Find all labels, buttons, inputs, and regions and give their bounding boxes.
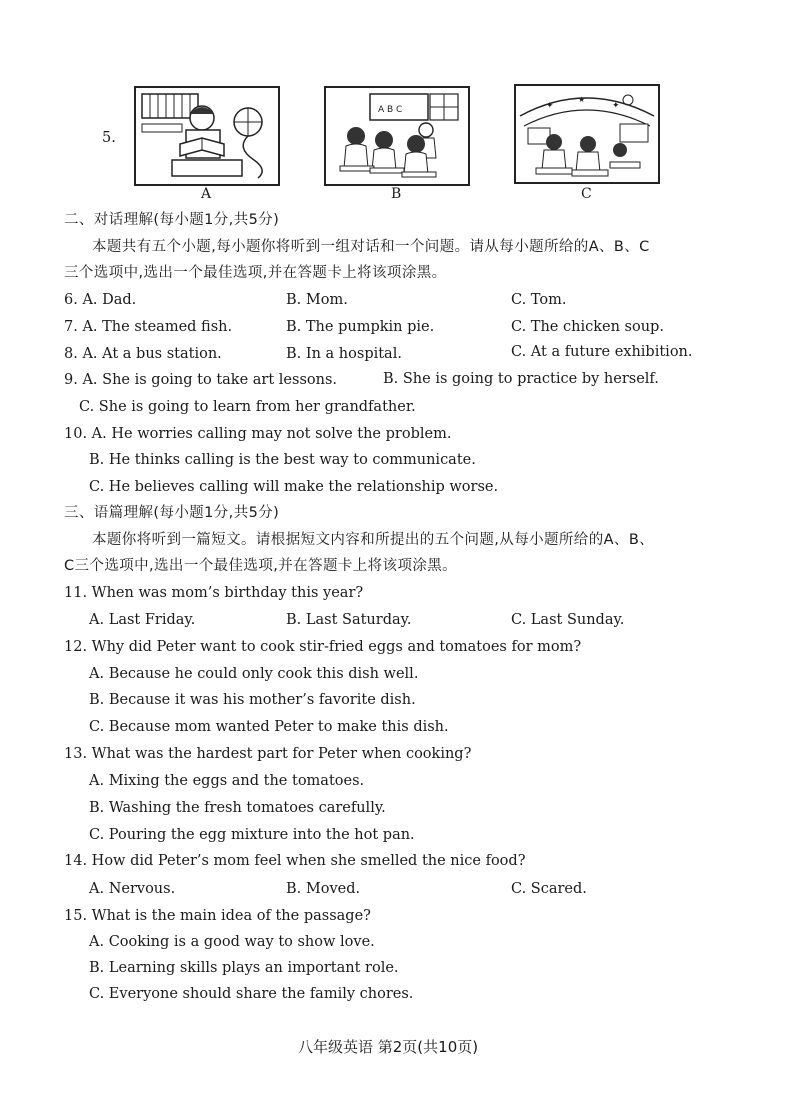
q6-option-c: C. Tom. xyxy=(511,292,567,308)
q15-question: 15. What is the main idea of the passage? xyxy=(64,908,371,924)
svg-text:★: ★ xyxy=(578,95,586,104)
q11-option-a: A. Last Friday. xyxy=(89,612,196,628)
q7-option-a: 7. A. The steamed fish. xyxy=(64,319,233,335)
picture-c-label: C xyxy=(581,186,592,202)
q9-option-a: 9. A. She is going to take art lessons. xyxy=(64,372,338,388)
q14-option-b: B. Moved. xyxy=(286,881,361,897)
q9-option-c: C. She is going to learn from her grandfather. xyxy=(79,399,416,415)
q12-question: 12. Why did Peter want to cook stir-fried eggs and tomatoes for mom? xyxy=(64,639,582,655)
section2-instruction-2: 三个选项中,选出一个最佳选项,并在答题卡上将该项涂黑。 xyxy=(64,265,447,281)
q14-option-c: C. Scared. xyxy=(511,881,587,897)
section3-heading: 三、语篇理解(每小题1分,共5分) xyxy=(64,505,280,521)
q10-option-a: 10. A. He worries calling may not solve the problem. xyxy=(64,426,452,442)
q8-option-c: C. At a future exhibition. xyxy=(511,344,693,360)
picture-c-future-classroom xyxy=(514,84,660,184)
q10-option-b: B. He thinks calling is the best way to communicate. xyxy=(89,452,476,468)
board-text: A B C xyxy=(378,105,403,115)
section3-instruction-1: 本题你将听到一篇短文。请根据短文内容和所提出的五个问题,从每小题所给的A、B、 xyxy=(92,532,655,548)
picture-b-label: B xyxy=(391,186,402,202)
q6-option-b: B. Mom. xyxy=(286,292,348,308)
picture-b-classroom xyxy=(324,86,470,186)
q10-option-c: C. He believes calling will make the relationship worse. xyxy=(89,479,499,495)
svg-text:✦: ✦ xyxy=(612,101,620,111)
q11-question: 11. When was mom’s birthday this year? xyxy=(64,585,364,601)
section3-instruction-2: C三个选项中,选出一个最佳选项,并在答题卡上将该项涂黑。 xyxy=(64,558,458,574)
svg-text:✦: ✦ xyxy=(546,101,554,111)
q12-option-b: B. Because it was his mother’s favorite dish. xyxy=(89,692,416,708)
q7-option-b: B. The pumpkin pie. xyxy=(286,319,435,335)
q15-option-a: A. Cooking is a good way to show love. xyxy=(89,934,375,950)
q6-option-a: 6. A. Dad. xyxy=(64,292,137,308)
q11-option-c: C. Last Sunday. xyxy=(511,612,625,628)
section2-heading: 二、对话理解(每小题1分,共5分) xyxy=(64,212,280,228)
q12-option-a: A. Because he could only cook this dish well. xyxy=(89,666,419,682)
q13-option-c: C. Pouring the egg mixture into the hot pan. xyxy=(89,827,415,843)
q13-option-a: A. Mixing the eggs and the tomatoes. xyxy=(89,773,365,789)
q15-option-c: C. Everyone should share the family chores. xyxy=(89,986,414,1002)
q14-option-a: A. Nervous. xyxy=(89,881,176,897)
q14-question: 14. How did Peter’s mom feel when she smelled the nice food? xyxy=(64,853,526,869)
section2-instruction-1: 本题共有五个小题,每小题你将听到一组对话和一个问题。请从每小题所给的A、B、C xyxy=(92,239,650,255)
q8-option-b: B. In a hospital. xyxy=(286,346,402,362)
q11-option-b: B. Last Saturday. xyxy=(286,612,412,628)
q13-question: 13. What was the hardest part for Peter when cooking? xyxy=(64,746,472,762)
q8-option-a: 8. A. At a bus station. xyxy=(64,346,222,362)
picture-a-label: A xyxy=(201,186,212,202)
q7-option-c: C. The chicken soup. xyxy=(511,319,664,335)
q13-option-b: B. Washing the fresh tomatoes carefully. xyxy=(89,800,386,816)
page-footer: 八年级英语 第2页(共10页) xyxy=(298,1038,479,1056)
q5-number: 5. xyxy=(102,130,116,146)
q15-option-b: B. Learning skills plays an important role. xyxy=(89,960,399,976)
q9-option-b: B. She is going to practice by herself. xyxy=(383,371,659,387)
picture-a-boy-reading xyxy=(134,86,280,186)
q12-option-c: C. Because mom wanted Peter to make this dish. xyxy=(89,719,449,735)
